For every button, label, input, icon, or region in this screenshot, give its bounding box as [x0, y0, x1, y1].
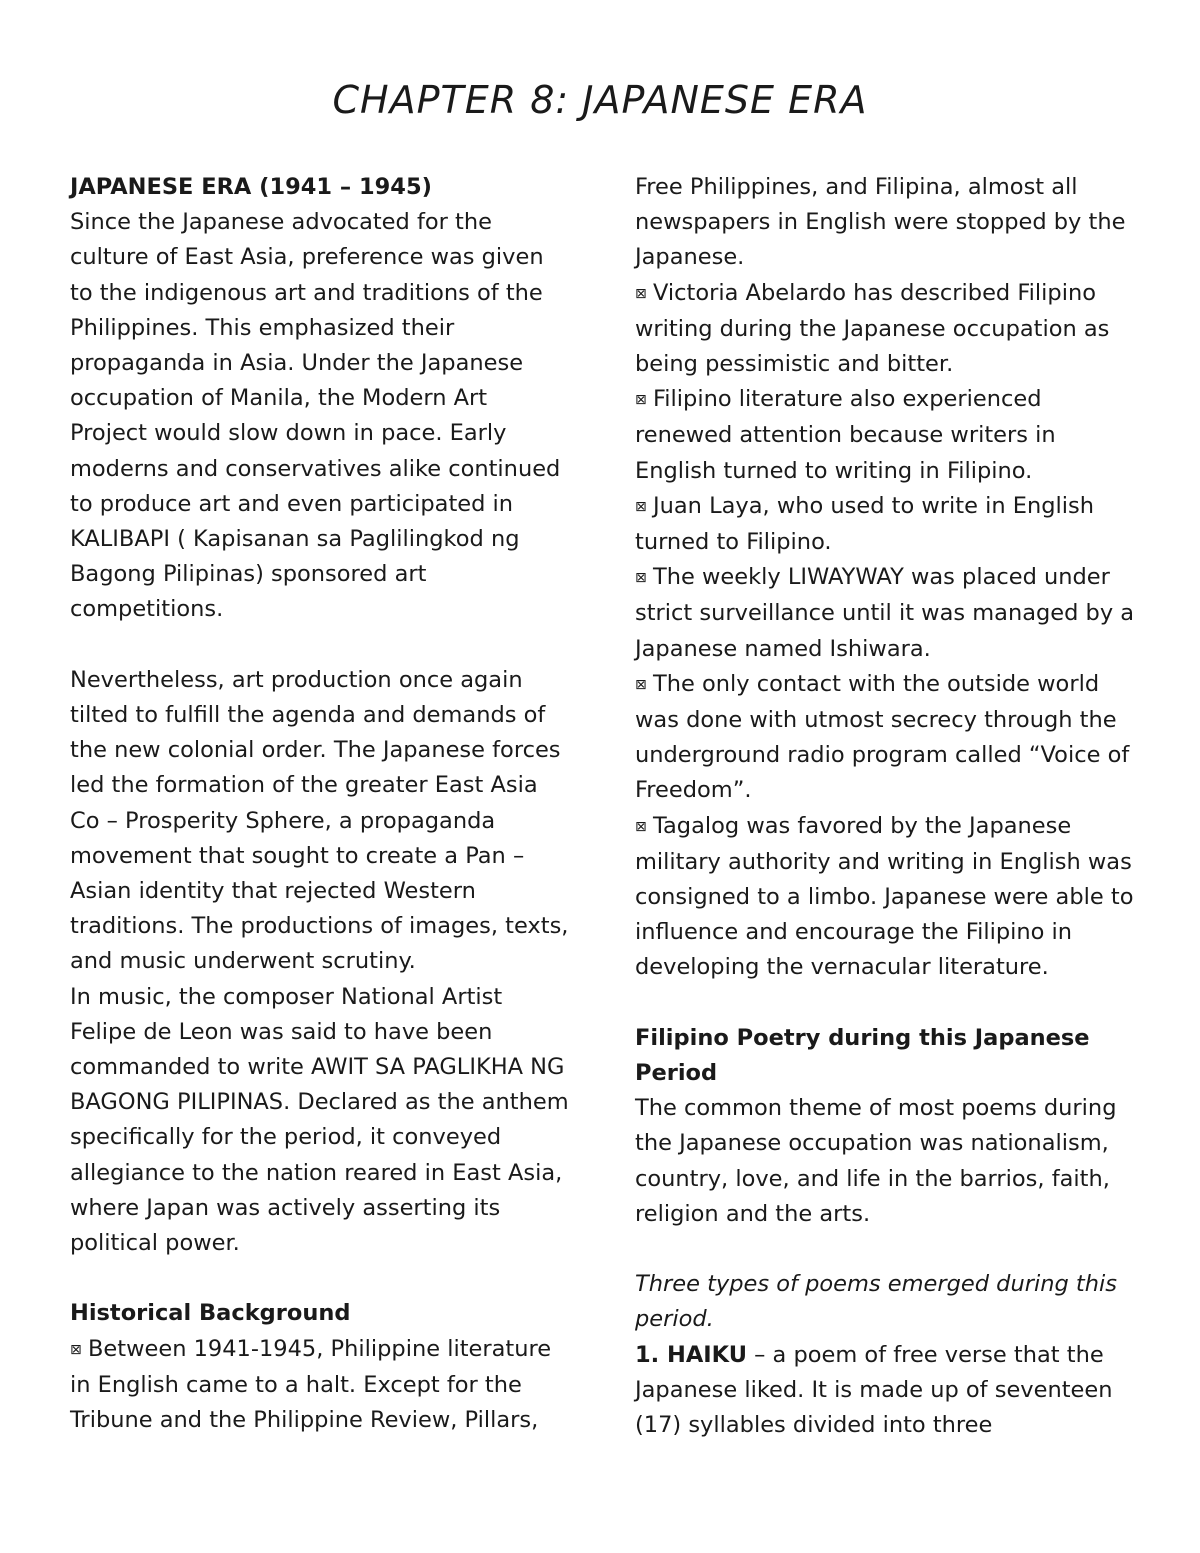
bullet-item [635, 560, 1135, 667]
poetry-paragraph: The common theme of most poems during the Japanese occupation was nationalism, country, love, and life in the barrios, faith, religion and the arts. [635, 1095, 1117, 1227]
historical-background-heading: Historical Background [70, 1300, 351, 1327]
music-paragraph: In music, the composer National Artist Felipe de Leon was said to have been commanded to write AWIT SA PAGLIKHA NG BAGONG PILIPINAS. Declared as the anthem specifically for the period, it conveyed allegiance to the nation reared in East Asia, where Japan was actively asserting its political power. [70, 983, 569, 1257]
bullet-text: Victoria Abelardo has described Filipino writing during the Japanese occupation as being pessimistic and bitter. [635, 279, 1110, 378]
historical-bullet [70, 1332, 570, 1439]
bullet-item [635, 276, 1135, 383]
bullet-item [635, 809, 1135, 986]
haiku-text: – a poem of free verse that the Japanese liked. It is made up of seventeen (17) syllables divided into three [635, 1341, 1113, 1439]
left-column [70, 170, 570, 1438]
checkbox-bullet-icon: ⊠ [635, 818, 647, 835]
poem-types-heading: Three types of poems emerged during this period. [635, 1271, 1117, 1333]
bullet-text: Tagalog was favored by the Japanese military authority and writing in English was consigned to a limbo. Japanese were able to influence and encourage the Filipino in developing the vernacular literature. [635, 812, 1134, 981]
bullet-item [635, 489, 1135, 560]
checkbox-bullet-icon: ⊠ [635, 498, 647, 515]
checkbox-bullet-icon: ⊠ [635, 285, 647, 302]
bullet-text: Filipino literature also experienced renewed attention because writers in English turned to writing in Filipino. [635, 386, 1056, 484]
checkbox-bullet-icon: ⊠ [635, 392, 647, 409]
bullet-item [635, 382, 1135, 489]
bullet-text: Juan Laya, who used to write in English turned to Filipino. [635, 492, 1095, 556]
bullet-item [635, 667, 1135, 809]
spacer [635, 986, 1135, 1021]
era-heading: JAPANESE ERA (1941 – 1945) [70, 174, 432, 200]
continuation-paragraph: Free Philippines, and Filipina, almost all newspapers in English were stopped by the Japanese. [635, 174, 1126, 271]
intro-paragraph: Since the Japanese advocated for the culture of East Asia, preference was given to the indigenous art and traditions of the Philippines. This emphasized their propaganda in Asia. Under the Japanese occupation of Manila, the Modern Art Project would slow down in pace. Early moderns and conservatives alike continued to produce art and even participated in KALIBAPI ( Kapisanan sa Paglilingkod ng Bagong Pilipinas) sponsored art competitions. [70, 209, 561, 623]
checkbox-bullet-icon: ⊠ [635, 570, 647, 587]
spacer [635, 1232, 1135, 1267]
bullet-text: The only contact with the outside world was done with utmost secrecy through the underground radio program called “Voice of Freedom”. [635, 670, 1130, 804]
spacer [70, 1261, 570, 1296]
bullet-text: Between 1941-1945, Philippine literature in English came to a halt. Except for the Tribune and the Philippine Review, Pillars, [70, 1335, 552, 1434]
chapter-title: CHAPTER 8: JAPANESE ERA [332, 78, 868, 122]
haiku-label: 1. HAIKU [635, 1341, 747, 1368]
art-production-paragraph: Nevertheless, art production once again tilted to fulfill the agenda and demands of the new colonial order. The Japanese forces led the formation of the greater East Asia Co – Prosperity Sphere, a propaganda movement that sought to create a Pan – Asian identity that rejected Western traditions. The productions of images, texts, and music underwent scrutiny. [70, 666, 569, 975]
right-column [635, 170, 1135, 1443]
poetry-heading: Filipino Poetry during this Japanese Period [635, 1024, 1090, 1087]
bullet-text: The weekly LIWAYWAY was placed under strict surveillance until it was managed by a Japanese named Ishiwara. [635, 564, 1135, 662]
checkbox-bullet-icon: ⊠ [70, 1341, 82, 1358]
spacer [70, 628, 570, 663]
haiku-paragraph [635, 1338, 1135, 1444]
checkbox-bullet-icon: ⊠ [635, 676, 647, 693]
